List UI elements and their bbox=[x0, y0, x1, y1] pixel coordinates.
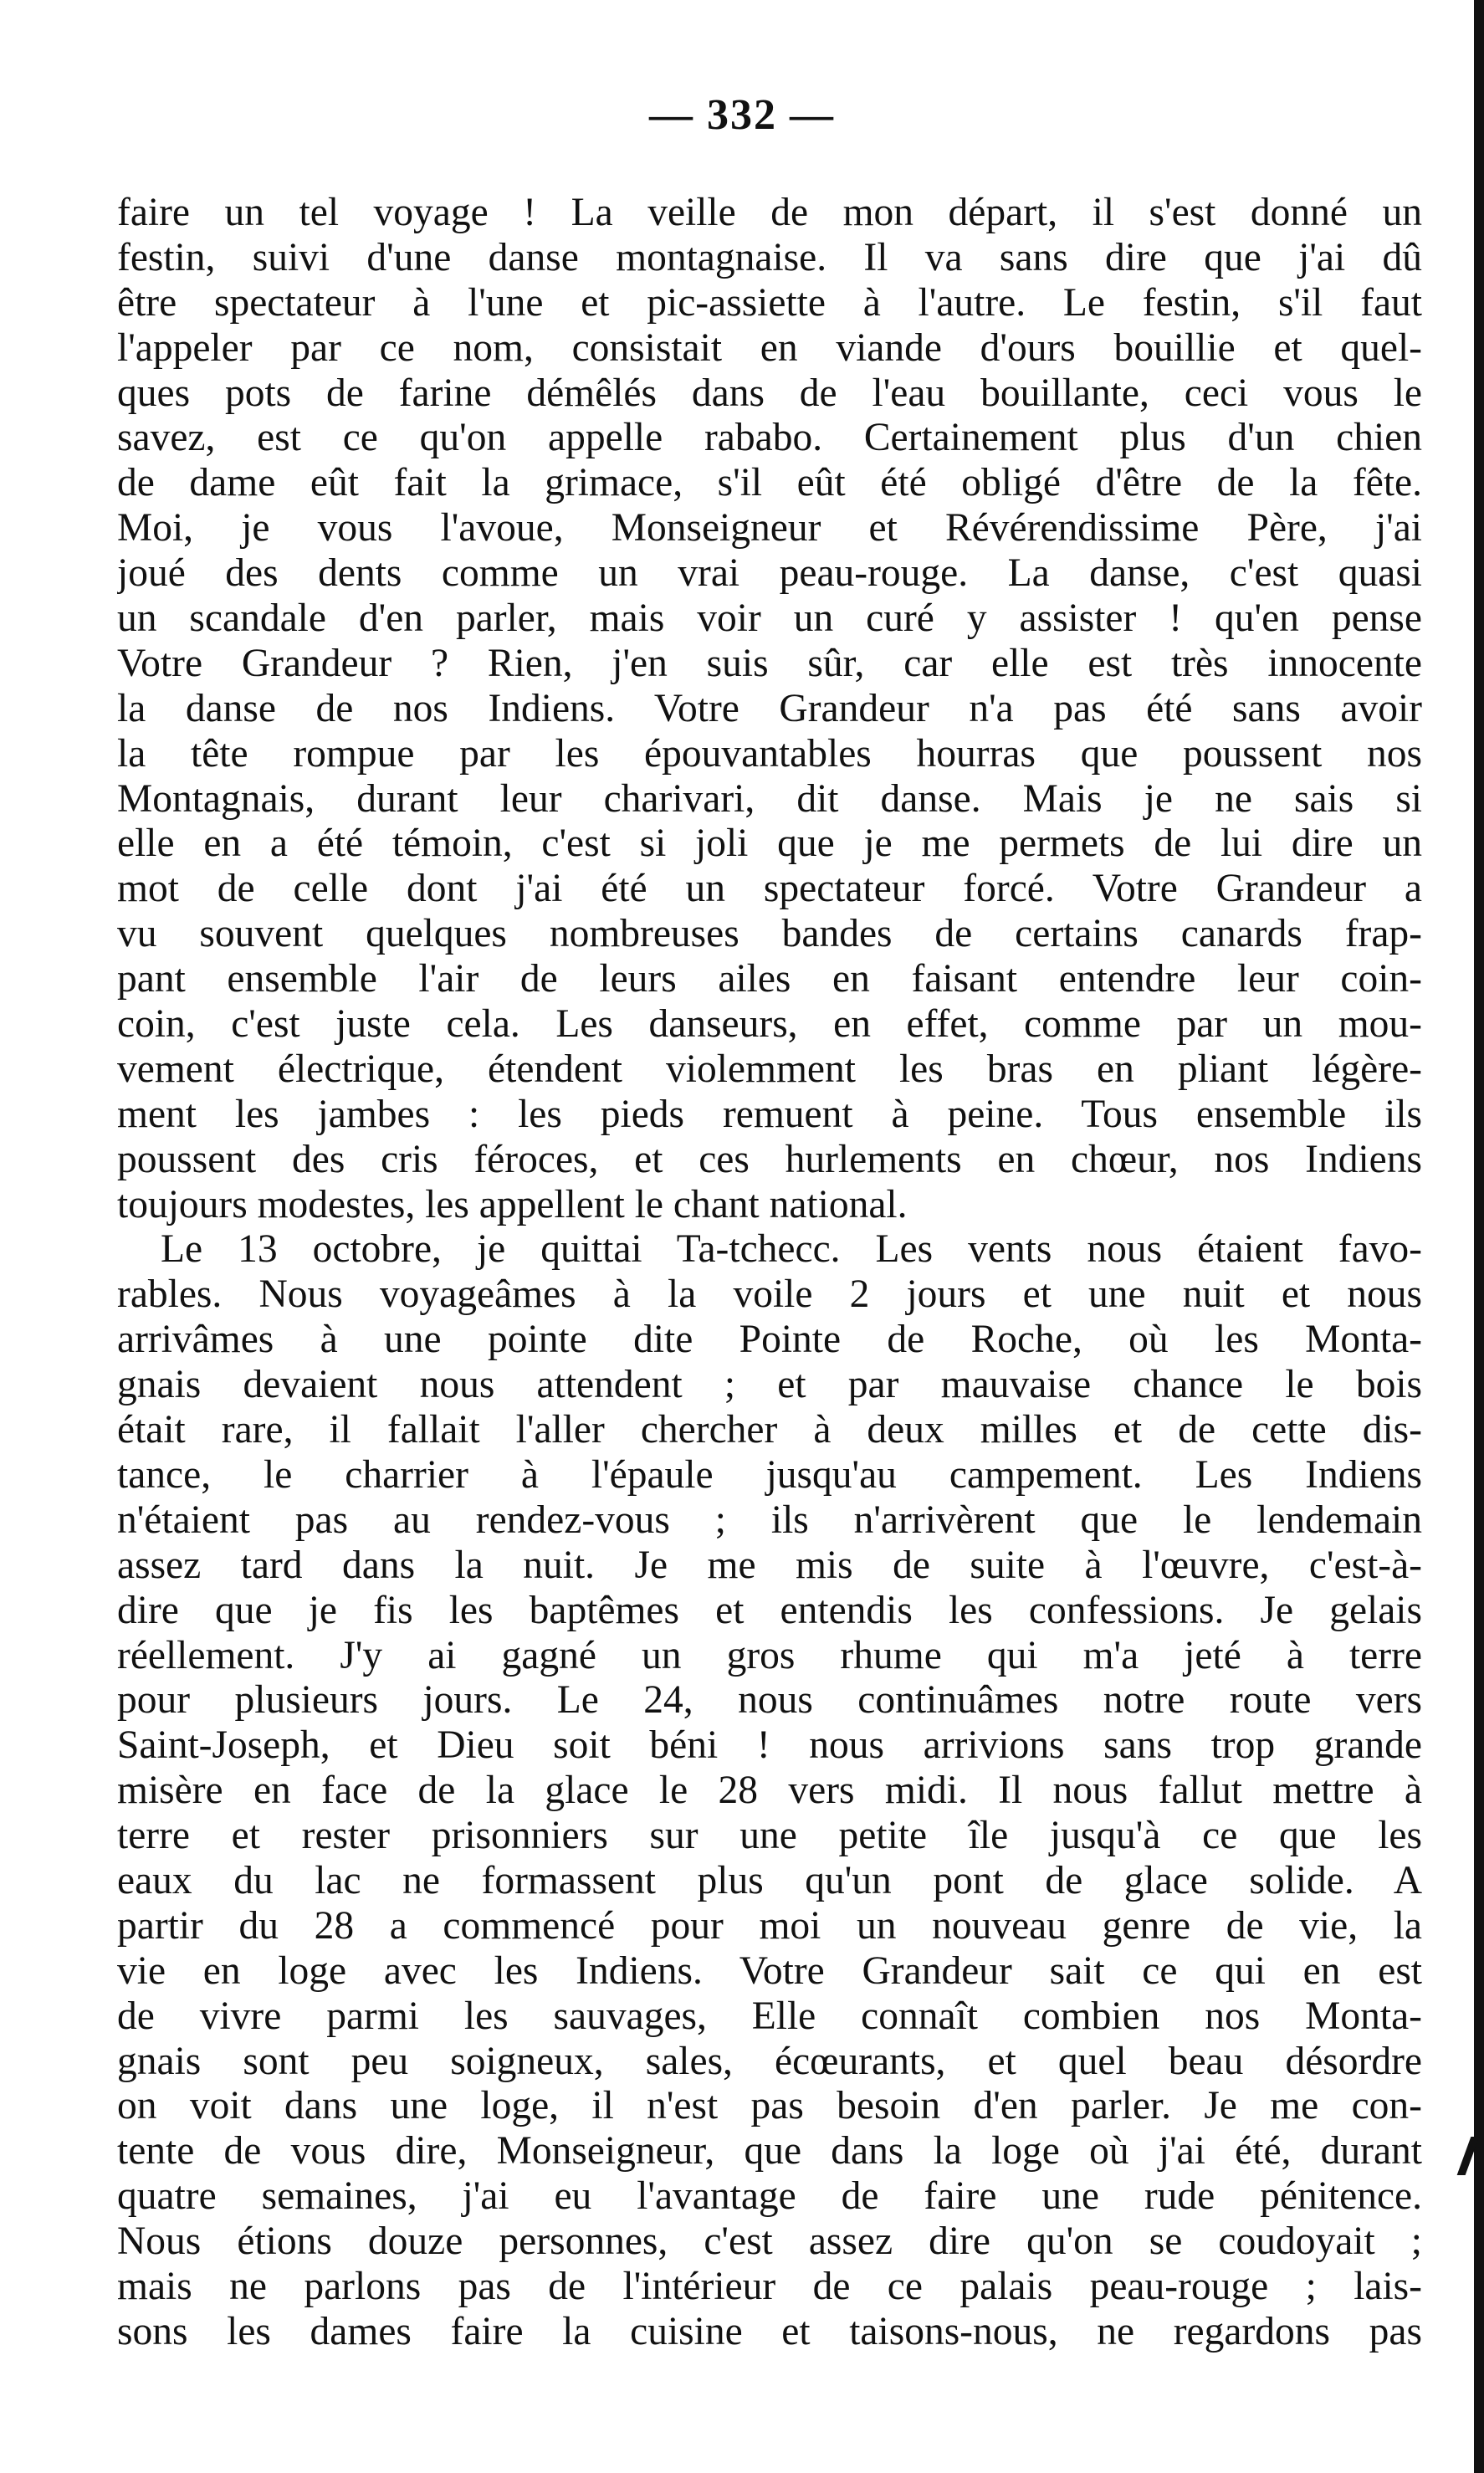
text-line: mais ne parlons pas de l'intérieur de ce palais peau-rouge ; lais- bbox=[117, 2264, 1422, 2308]
text-line: partir du 28 a commencé pour moi un nouveau genre de vie, la bbox=[117, 1903, 1422, 1948]
text-line: arrivâmes à une pointe dite Pointe de Roche, où les Monta- bbox=[117, 1318, 1422, 1362]
text-line: un scandale d'en parler, mais voir un curé y assister ! qu'en pense bbox=[117, 596, 1422, 641]
text-line: la tête rompue par les épouvantables hourras que poussent nos bbox=[117, 731, 1422, 776]
text-line: ment les jambes : les pieds remuent à peine. Tous ensemble ils bbox=[117, 1092, 1422, 1136]
body-text bbox=[117, 191, 1422, 2355]
text-line: vu souvent quelques nombreuses bandes de certains canards frap- bbox=[117, 912, 1422, 956]
text-line: Votre Grandeur ? Rien, j'en suis sûr, car elle est très innocente bbox=[117, 641, 1422, 685]
text-line: Moi, je vous l'avoue, Monseigneur et Révérendissime Père, j'ai bbox=[117, 506, 1422, 550]
text-line: gnais sont peu soigneux, sales, écœurants, et quel beau désordre bbox=[117, 2039, 1422, 2083]
text-line: on voit dans une loge, il n'est pas besoin d'en parler. Je me con- bbox=[117, 2084, 1422, 2128]
text-line: dire que je fis les baptêmes et entendis les confessions. Je gelais bbox=[117, 1588, 1422, 1632]
text-line: vie en loge avec les Indiens. Votre Grandeur sait ce qui en est bbox=[117, 1948, 1422, 1993]
text-line: terre et rester prisonniers sur une petite île jusqu'à ce que les bbox=[117, 1814, 1422, 1858]
text-line: rables. Nous voyageâmes à la voile 2 jours et une nuit et nous bbox=[117, 1272, 1422, 1317]
text-line: quatre semaines, j'ai eu l'avantage de faire une rude pénitence. bbox=[117, 2174, 1422, 2219]
text-line: ques pots de farine démêlés dans de l'eau bouillante, ceci vous le bbox=[117, 371, 1422, 415]
text-line: gnais devaient nous attendent ; et par mauvaise chance le bois bbox=[117, 1363, 1422, 1407]
text-line: pant ensemble l'air de leurs ailes en faisant entendre leur coin- bbox=[117, 957, 1422, 1001]
text-line: la danse de nos Indiens. Votre Grandeur n'a pas été sans avoir bbox=[117, 686, 1422, 730]
text-line: était rare, il fallait l'aller chercher à deux milles et de cette dis- bbox=[117, 1408, 1422, 1452]
text-line: mot de celle dont j'ai été un spectateur forcé. Votre Grandeur a bbox=[117, 867, 1422, 911]
text-line: sons les dames faire la cuisine et taisons-nous, ne regardons pas bbox=[117, 2309, 1422, 2353]
text-line: festin, suivi d'une danse montagnaise. Il va sans dire que j'ai dû bbox=[117, 235, 1422, 279]
text-line: Montagnais, durant leur charivari, dit danse. Mais je ne sais si bbox=[117, 776, 1422, 821]
text-line: assez tard dans la nuit. Je me mis de suite à l'œuvre, c'est-à- bbox=[117, 1543, 1422, 1587]
text-line: réellement. J'y ai gagné un gros rhume qui m'a jeté à terre bbox=[117, 1633, 1422, 1677]
text-line: tente de vous dire, Monseigneur, que dans la loge où j'ai été, durant bbox=[117, 2129, 1422, 2173]
text-line: Saint-Joseph, et Dieu soit béni ! nous arrivions sans trop grande bbox=[117, 1723, 1422, 1768]
text-line: Nous étions douze personnes, c'est assez dire qu'on se coudoyait ; bbox=[117, 2220, 1422, 2264]
text-line: de dame eût fait la grimace, s'il eût été obligé d'être de la fête. bbox=[117, 461, 1422, 505]
text-line: poussent des cris féroces, et ces hurlements en chœur, nos Indiens bbox=[117, 1137, 1422, 1181]
text-line: savez, est ce qu'on appelle rababo. Certainement plus d'un chien bbox=[117, 416, 1422, 460]
text-line: elle en a été témoin, c'est si joli que je me permets de lui dire un bbox=[117, 822, 1422, 866]
text-line: être spectateur à l'une et pic-assiette à l'autre. Le festin, s'il faut bbox=[117, 280, 1422, 325]
text-line: eaux du lac ne formassent plus qu'un pont de glace solide. A bbox=[117, 1858, 1422, 1902]
text-line: l'appeler par ce nom, consistait en viande d'ours bouillie et quel- bbox=[117, 325, 1422, 370]
text-line: tance, le charrier à l'épaule jusqu'au campement. Les Indiens bbox=[117, 1452, 1422, 1497]
page-edge-shadow bbox=[1474, 0, 1484, 2473]
text-line: coin, c'est juste cela. Les danseurs, en effet, comme par un mou- bbox=[117, 1002, 1422, 1047]
text-line: misère en face de la glace le 28 vers midi. Il nous fallut mettre à bbox=[117, 1769, 1422, 1813]
text-line: n'étaient pas au rendez-vous ; ils n'arrivèrent que le lendemain bbox=[117, 1498, 1422, 1542]
text-line: joué des dents comme un vrai peau-rouge. La danse, c'est quasi bbox=[117, 551, 1422, 596]
page-number: — 332 — bbox=[649, 91, 835, 139]
text-line: de vivre parmi les sauvages, Elle connaît combien nos Monta- bbox=[117, 1994, 1422, 2038]
paragraph-end-line: toujours modestes, les appellent le chant national. bbox=[117, 1182, 908, 1226]
text-line: pour plusieurs jours. Le 24, nous continuâmes notre route vers bbox=[117, 1678, 1422, 1723]
text-line: faire un tel voyage ! La veille de mon départ, il s'est donné un bbox=[117, 191, 1422, 234]
text-line: vement électrique, étendent violemment les bras en pliant légère- bbox=[117, 1047, 1422, 1091]
paragraph-start-line: Le 13 octobre, je quittai Ta-tchecc. Les vents nous étaient favo- bbox=[161, 1227, 1422, 1272]
